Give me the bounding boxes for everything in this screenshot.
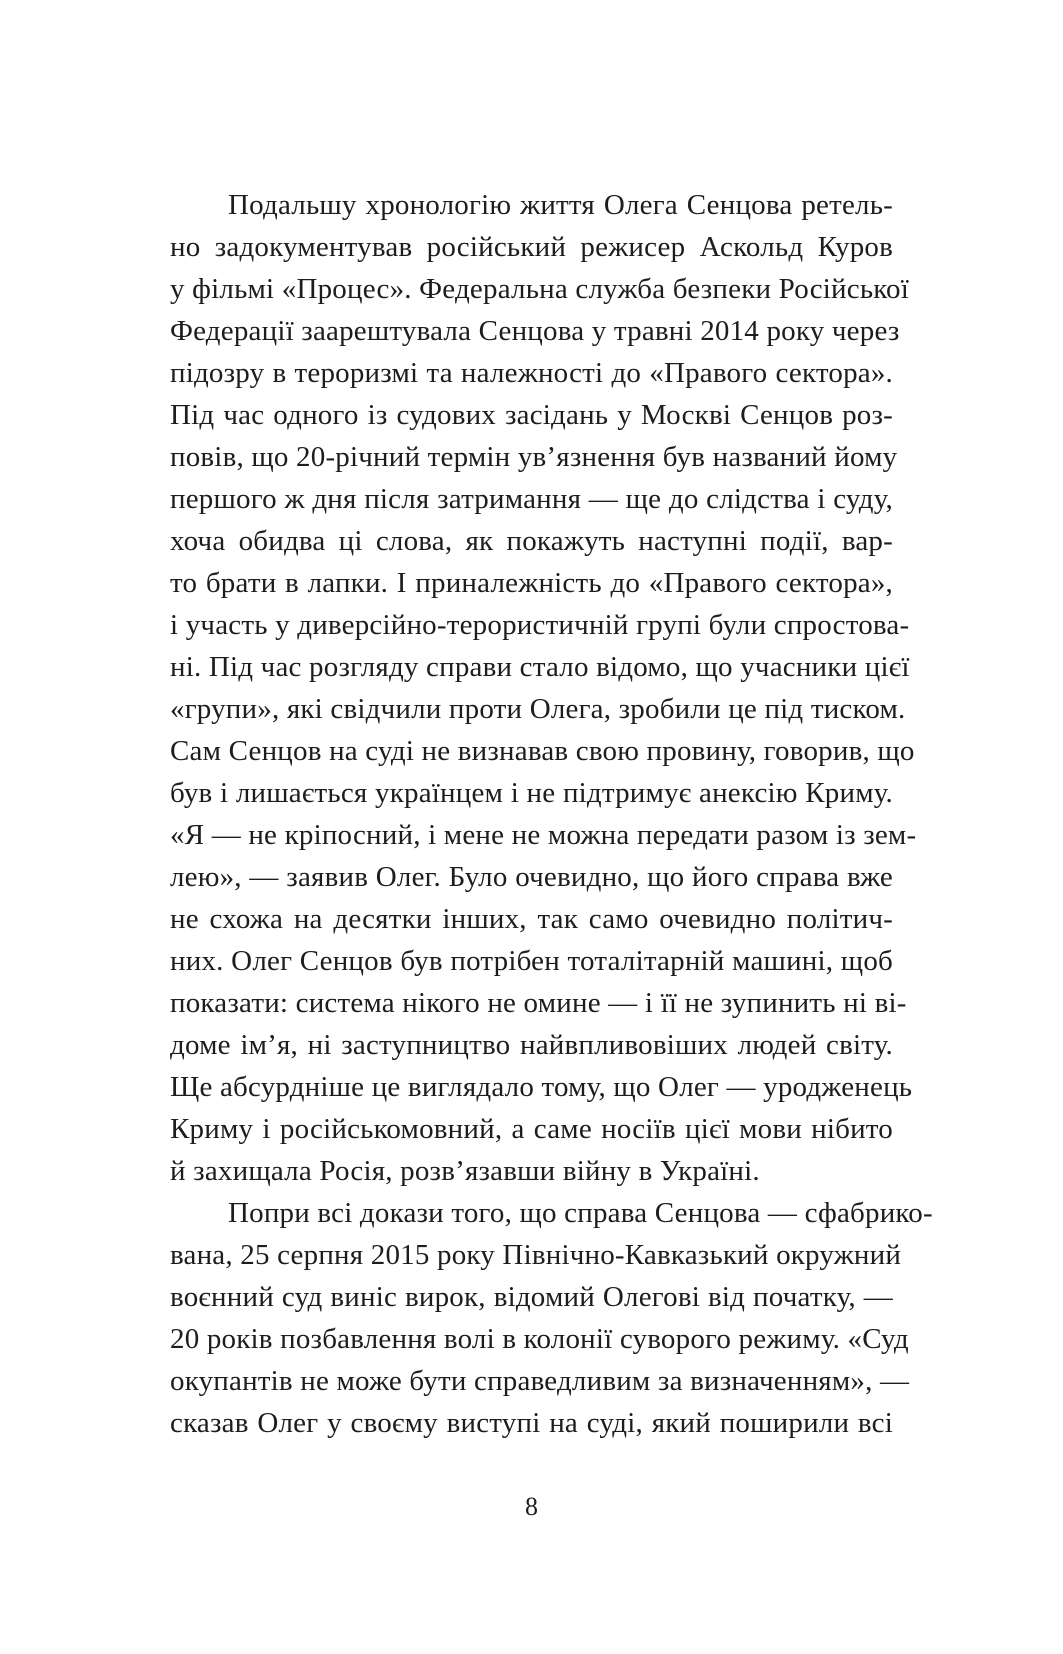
page-number: 8 — [525, 1492, 538, 1521]
text-line: них. Олег Сенцов був потрібен тоталітарній машині, щоб — [170, 945, 893, 977]
text-line: Попри всі докази того, що справа Сенцова — сфабрико- — [228, 1197, 933, 1229]
text-line: но задокументував російський режисер Аскольд Куров — [170, 231, 893, 263]
text-line: ні. Під час розгляду справи стало відомо, що учасники цієї — [170, 651, 910, 683]
text-line: «групи», які свідчили проти Олега, зробили це під тиском. — [170, 693, 906, 725]
text-line: Криму і російськомовний, а саме носіїв цієї мови нібито — [170, 1113, 893, 1145]
text-line: окупантів не може бути справедливим за визначенням», — — [170, 1365, 910, 1397]
text-line: 20 років позбавлення волі в колонії суворого режиму. «Суд — [170, 1323, 909, 1355]
text-line: показати: система нікого не омине — і її не зупинить ні ві- — [170, 987, 907, 1019]
text-line: «Я — не кріпосний, і мене не можна передати разом із зем- — [170, 819, 917, 851]
text-line: підозру в тероризмі та належності до «Правого сектора». — [170, 357, 893, 389]
text-line: Федерації заарештувала Сенцова у травні 2014 року через — [170, 315, 900, 347]
text-line: лею», — заявив Олег. Було очевидно, що його справа вже — [170, 861, 893, 893]
text-line: Подальшу хронологію життя Олега Сенцова ретель- — [228, 189, 893, 221]
text-line: і участь у диверсійно-терористичній групі були спростова- — [170, 609, 910, 641]
text-line: Ще абсурдніше це виглядало тому, що Олег — уродженець — [170, 1071, 913, 1103]
text-line: Під час одного із судових засідань у Москві Сенцов роз- — [170, 399, 893, 431]
text-line: повів, що 20-річний термін ув’язнення був названий йому — [170, 441, 898, 473]
body-text-block — [170, 184, 933, 1444]
text-line: доме ім’я, ні заступництво найвпливовіших людей світу. — [170, 1029, 893, 1061]
text-line: був і лишається українцем і не підтримує анексію Криму. — [170, 777, 893, 809]
text-line: Сам Сенцов на суді не визнавав свою провину, говорив, що — [170, 735, 915, 767]
text-line: воєнний суд виніс вирок, відомий Олегові від початку, — — [170, 1281, 893, 1313]
text-line: й захищала Росія, розв’язавши війну в Україні. — [170, 1155, 760, 1187]
text-line: сказав Олег у своєму виступі на суді, який поширили всі — [170, 1407, 893, 1439]
text-line: першого ж дня після затримання — ще до слідства і суду, — [170, 483, 893, 515]
text-line: вана, 25 серпня 2015 року Північно-Кавказький окружний — [170, 1239, 902, 1271]
text-line: не схожа на десятки інших, так само очевидно політич- — [170, 903, 893, 935]
text-line: хоча обидва ці слова, як покажуть наступні події, вар- — [170, 525, 893, 557]
text-line: то брати в лапки. І приналежність до «Правого сектора», — [170, 567, 893, 599]
text-line: у фільмі «Процес». Федеральна служба безпеки Російської — [170, 273, 910, 305]
